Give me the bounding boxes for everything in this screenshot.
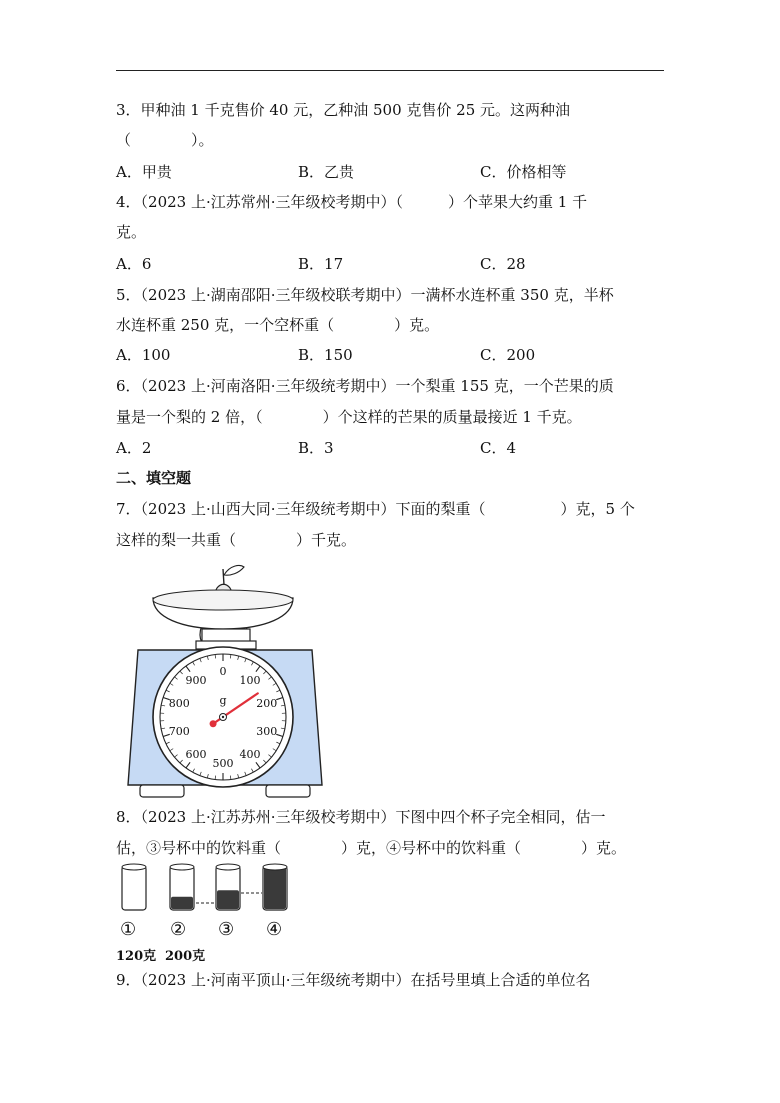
- q7-line1: 7．（2023 上·山西大同·三年级统考期中）下面的梨重（ ）克，5 个: [116, 500, 635, 518]
- q4-option-b: B．17: [298, 255, 344, 273]
- q4-line1: 4．（2023 上·江苏常州·三年级校考期中）（ ）个苹果大约重 1 千: [116, 193, 588, 211]
- cup-4: [263, 864, 287, 910]
- dial-needle-tail: [210, 720, 217, 727]
- dial-label: 200: [256, 696, 278, 710]
- q8-line2: 估，③号杯中的饮料重（ ）克，④号杯中的饮料重（ ）克。: [116, 839, 627, 857]
- cup-drink: [264, 866, 286, 909]
- q9-line1: 9．（2023 上·河南平顶山·三年级统考期中）在括号里填上合适的单位名: [116, 971, 591, 989]
- q6-option-c: C．4: [480, 439, 517, 457]
- q8-line1: 8．（2023 上·江苏苏州·三年级校考期中）下图中四个杯子完全相同，估一: [116, 808, 606, 826]
- pear-stem: [223, 569, 224, 585]
- cup-rim: [216, 864, 240, 870]
- q6-line1: 6．（2023 上·河南洛阳·三年级统考期中）一个梨重 155 克，一个芒果的质: [116, 377, 614, 395]
- dial-label: 900: [185, 673, 207, 687]
- cup-2: [170, 864, 194, 910]
- q5-option-b: B．150: [298, 346, 353, 364]
- dial-label: 700: [168, 725, 190, 739]
- scale-neck: [202, 629, 250, 642]
- q7-line2: 这样的梨一共重（ ）千克。: [116, 531, 357, 549]
- cup-number-1: ①: [120, 919, 137, 940]
- dial-tick: [230, 776, 231, 780]
- cup-number-4: ④: [266, 919, 283, 940]
- dial-hub-dot: [222, 716, 224, 718]
- q3-line1: 3．甲种油 1 千克售价 40 元，乙种油 500 克售价 25 元。这两种油: [116, 101, 571, 119]
- cup-3: [216, 864, 240, 910]
- q6-line2: 量是一个梨的 2 倍，（ ）个这样的芒果的质量最接近 1 千克。: [116, 408, 582, 426]
- header-rule: [116, 70, 664, 71]
- q3-option-a: A．甲贵: [116, 163, 172, 181]
- dial-label: 600: [185, 748, 207, 762]
- dial-label: 300: [256, 725, 278, 739]
- cup-drink: [171, 897, 193, 909]
- q4-line2: 克。: [116, 223, 147, 241]
- cup-number-2: ②: [170, 919, 187, 940]
- cup-rim: [122, 864, 146, 870]
- cup-outline: [122, 866, 146, 910]
- q5-option-c: C．200: [480, 346, 536, 364]
- dial-tick: [215, 654, 216, 658]
- scale-dial: [153, 647, 293, 787]
- scale-pan-rim: [153, 590, 293, 610]
- kitchen-scale-figure: [120, 555, 340, 800]
- q5-option-a: A．100: [116, 346, 171, 364]
- q3-option-c: C．价格相等: [480, 163, 567, 181]
- dial-label: 800: [168, 696, 190, 710]
- q4-option-c: C．28: [480, 255, 526, 273]
- scale-foot-left: [140, 785, 184, 797]
- section-title: 二、填空题: [116, 469, 192, 487]
- cup-caption-120: 120克: [116, 949, 157, 964]
- q4-option-a: A．6: [116, 255, 152, 273]
- cup-caption-200: 200克: [165, 949, 206, 964]
- dial-unit: g: [219, 694, 227, 707]
- dial-label: 100: [239, 673, 261, 687]
- cup-1: [122, 864, 146, 910]
- dial-label: 400: [239, 748, 261, 762]
- q3-line2: （ ）。: [116, 131, 214, 149]
- dial-tick: [230, 654, 231, 658]
- q6-option-b: B．3: [298, 439, 334, 457]
- pear-leaf: [224, 566, 244, 576]
- dial-tick: [215, 776, 216, 780]
- dial-label: 0: [219, 665, 227, 678]
- q5-line1: 5．（2023 上·湖南邵阳·三年级校联考期中）一满杯水连杯重 350 克，半杯: [116, 286, 614, 304]
- cup-rim: [170, 864, 194, 870]
- cup-number-3: ③: [218, 919, 235, 940]
- q3-option-b: B．乙贵: [298, 163, 355, 181]
- cup-rim: [263, 864, 287, 870]
- q6-option-a: A．2: [116, 439, 152, 457]
- q5-line2: 水连杯重 250 克，一个空杯重（ ）克。: [116, 316, 440, 334]
- scale-foot-right: [266, 785, 310, 797]
- cup-drink: [217, 890, 239, 909]
- cups-figure: [110, 860, 310, 920]
- dial-label: 500: [212, 757, 234, 770]
